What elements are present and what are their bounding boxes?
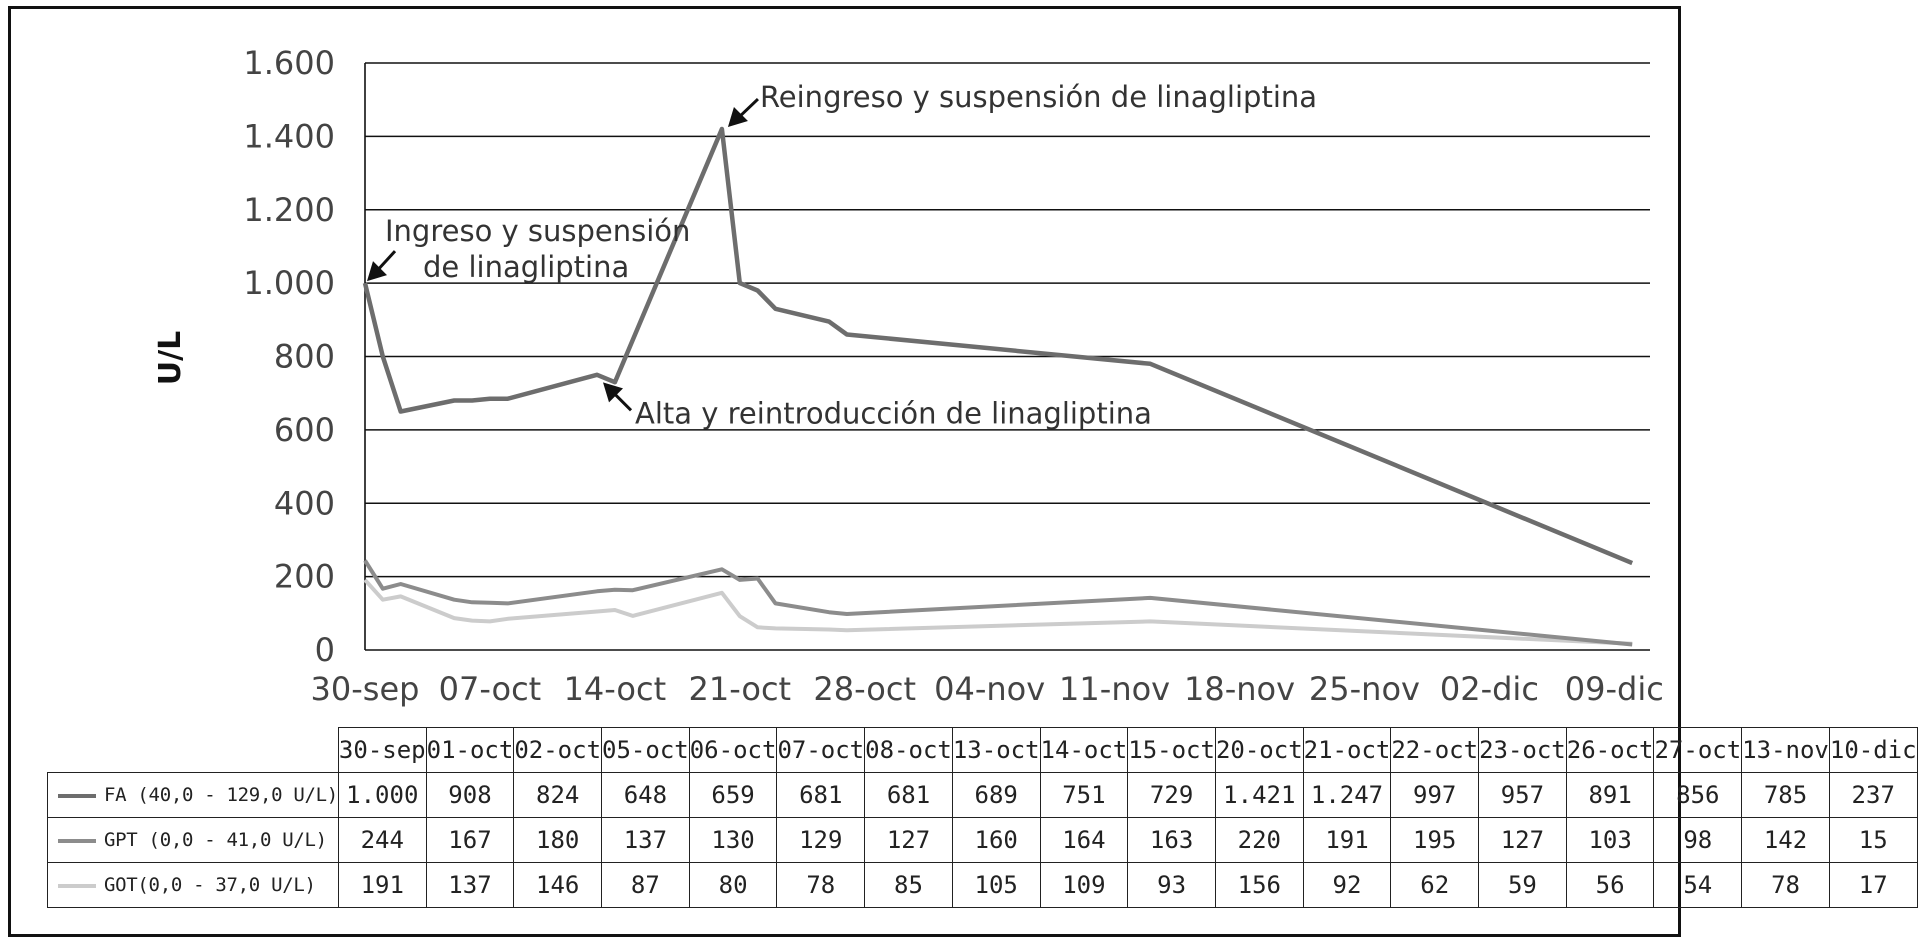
table-cell: 681 (777, 773, 865, 818)
table-cell: 856 (1654, 773, 1742, 818)
series-line (365, 580, 1632, 644)
legend-label: GPT (0,0 - 41,0 U/L) (104, 829, 327, 851)
x-tick-label: 09-dic (1564, 670, 1664, 708)
table-cell: 908 (426, 773, 514, 818)
table-cell: 92 (1303, 863, 1391, 908)
table-cell: 164 (1040, 818, 1128, 863)
table-cell: 824 (514, 773, 602, 818)
table-cell: 59 (1479, 863, 1567, 908)
x-tick-label: 30-sep (310, 670, 420, 708)
table-cell: 93 (1128, 863, 1216, 908)
table-cell: 195 (1391, 818, 1479, 863)
table-cell: 729 (1128, 773, 1216, 818)
y-tick-label: 600 (273, 410, 335, 449)
data-table (47, 727, 1918, 908)
series-line (365, 561, 1632, 645)
row-label (48, 818, 339, 863)
table-header-cell: 06-oct (689, 728, 777, 773)
y-tick-label: 400 (273, 484, 335, 523)
table-corner (48, 728, 339, 773)
table-cell: 689 (952, 773, 1040, 818)
y-tick-label: 1.200 (243, 190, 335, 229)
table-cell: 62 (1391, 863, 1479, 908)
table-cell: 78 (1742, 863, 1830, 908)
legend-label: FA (40,0 - 129,0 U/L) (104, 784, 338, 806)
table-cell: 1.247 (1303, 773, 1391, 818)
table-row (48, 863, 1918, 908)
table-header-cell: 22-oct (1391, 728, 1479, 773)
table-cell: 156 (1215, 863, 1303, 908)
table-header-cell: 20-oct (1215, 728, 1303, 773)
table-header-cell: 08-oct (865, 728, 953, 773)
table-cell: 146 (514, 863, 602, 908)
table-cell: 129 (777, 818, 865, 863)
table-cell: 751 (1040, 773, 1128, 818)
table-cell: 957 (1479, 773, 1567, 818)
x-tick-label: 02-dic (1439, 670, 1539, 708)
table-header-cell: 10-dic (1829, 728, 1917, 773)
table-header-cell: 13-nov (1742, 728, 1830, 773)
table-header-row (48, 728, 1918, 773)
table-cell: 191 (338, 863, 426, 908)
row-label (48, 773, 339, 818)
table-cell: 1.000 (338, 773, 426, 818)
annotation-text: Ingreso y suspensión (385, 214, 691, 249)
table-cell: 220 (1215, 818, 1303, 863)
table-cell: 785 (1742, 773, 1830, 818)
table-cell: 78 (777, 863, 865, 908)
y-axis-label: U/L (153, 330, 188, 386)
y-tick-label: 0 (314, 631, 335, 669)
table-cell: 648 (602, 773, 690, 818)
y-tick-label: 1.600 (243, 44, 335, 82)
y-tick-label: 1.400 (243, 117, 335, 156)
y-tick-label: 200 (273, 557, 335, 596)
x-tick-label: 04-nov (934, 670, 1046, 708)
table-header-cell: 14-oct (1040, 728, 1128, 773)
x-tick-label: 18-nov (1183, 670, 1296, 708)
table-row (48, 773, 1918, 818)
table-cell: 163 (1128, 818, 1216, 863)
table-cell: 130 (689, 818, 777, 863)
annotation-text: Reingreso y suspensión de linagliptina (759, 80, 1318, 115)
table-cell: 56 (1566, 863, 1654, 908)
table-cell: 15 (1829, 818, 1917, 863)
table-cell: 167 (426, 818, 514, 863)
table-cell: 244 (338, 818, 426, 863)
table-cell: 137 (426, 863, 514, 908)
table-header-cell: 13-oct (952, 728, 1040, 773)
table-cell: 237 (1829, 773, 1917, 818)
table-cell: 127 (1479, 818, 1567, 863)
x-tick-label: 28-oct (813, 670, 917, 708)
table-cell: 85 (865, 863, 953, 908)
y-tick-label: 800 (273, 337, 335, 376)
table-cell: 98 (1654, 818, 1742, 863)
table-cell: 54 (1654, 863, 1742, 908)
x-tick-label: 21-oct (688, 670, 792, 708)
x-tick-label: 14-oct (563, 670, 667, 708)
row-label (48, 863, 339, 908)
table-cell: 1.421 (1215, 773, 1303, 818)
table-cell: 137 (602, 818, 690, 863)
table-cell: 127 (865, 818, 953, 863)
annotation-text: de linagliptina (423, 250, 630, 285)
table-header-cell: 23-oct (1479, 728, 1567, 773)
legend-swatch (58, 839, 96, 843)
table-cell: 681 (865, 773, 953, 818)
y-tick-label: 1.000 (243, 264, 335, 303)
table-cell: 103 (1566, 818, 1654, 863)
table-cell: 142 (1742, 818, 1830, 863)
table-cell: 80 (689, 863, 777, 908)
table-header-cell: 05-oct (602, 728, 690, 773)
table-cell: 109 (1040, 863, 1128, 908)
x-tick-label: 07-oct (438, 670, 542, 708)
table-cell: 87 (602, 863, 690, 908)
x-tick-label: 25-nov (1308, 670, 1420, 708)
table-header-cell: 26-oct (1566, 728, 1654, 773)
table-header-cell: 27-oct (1654, 728, 1742, 773)
annotation-text: Alta y reintroducción de linagliptina (635, 396, 1152, 431)
table-cell: 191 (1303, 818, 1391, 863)
legend-label: GOT(0,0 - 37,0 U/L) (104, 874, 316, 896)
table-header-cell: 02-oct (514, 728, 602, 773)
table-header-cell: 15-oct (1128, 728, 1216, 773)
table-header-cell: 21-oct (1303, 728, 1391, 773)
table-cell: 997 (1391, 773, 1479, 818)
table-cell: 659 (689, 773, 777, 818)
series-line (365, 129, 1632, 563)
table-header-cell: 30-sep (338, 728, 426, 773)
table-cell: 17 (1829, 863, 1917, 908)
table-cell: 180 (514, 818, 602, 863)
table-header-cell: 01-oct (426, 728, 514, 773)
table-cell: 105 (952, 863, 1040, 908)
x-tick-label: 11-nov (1059, 670, 1171, 708)
table-header-cell: 07-oct (777, 728, 865, 773)
legend-swatch (58, 884, 96, 888)
table-cell: 160 (952, 818, 1040, 863)
table-cell: 891 (1566, 773, 1654, 818)
legend-swatch (58, 794, 96, 798)
table-row (48, 818, 1918, 863)
